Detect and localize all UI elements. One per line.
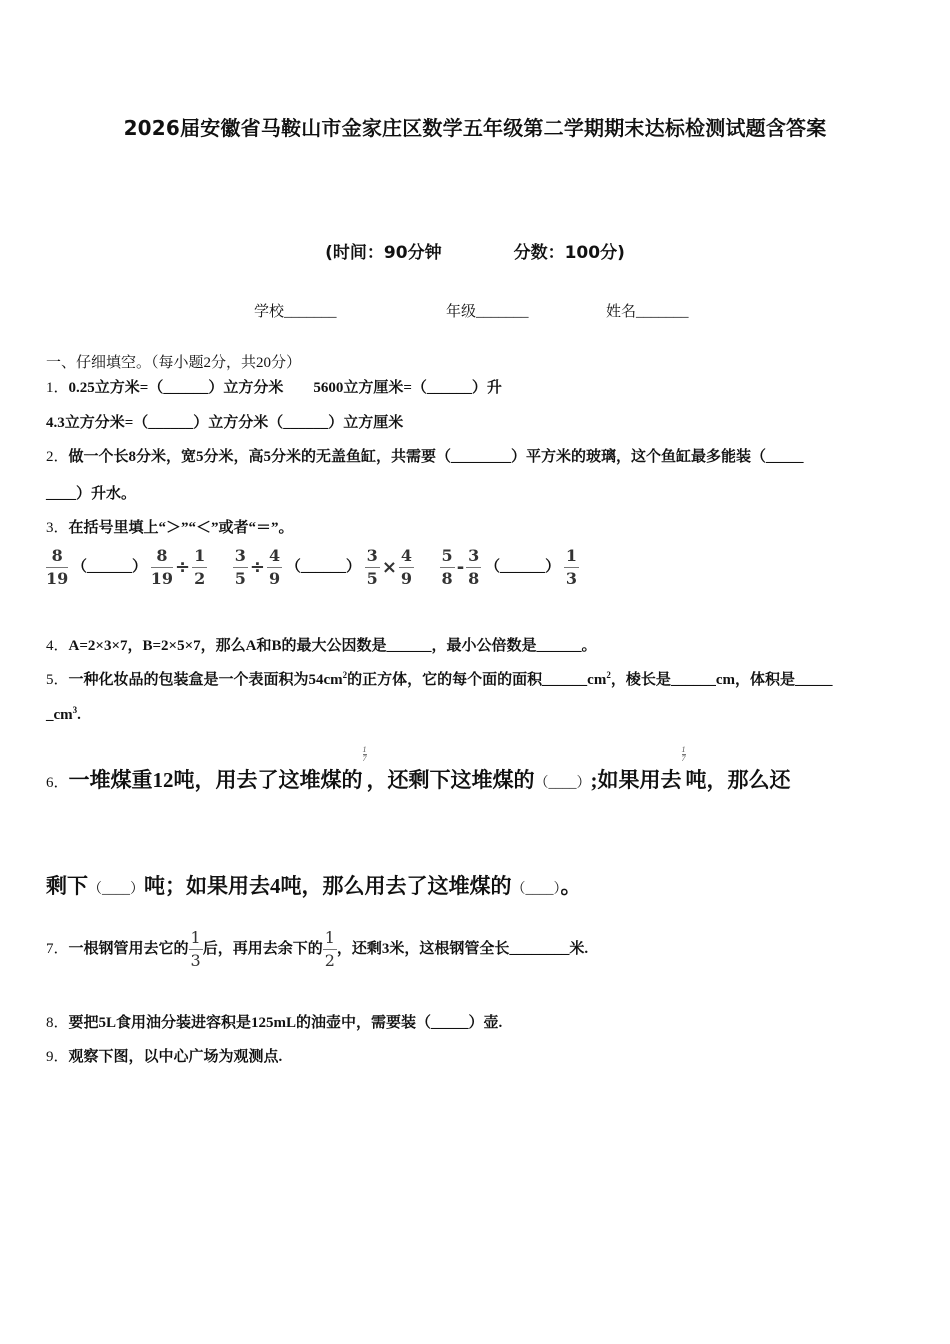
fraction: $\frac{1}{7}$ [681,745,686,763]
question-1 [46,376,502,397]
q6-text: 剩下 [46,874,88,898]
q2-text: 做一个长8分米，宽5分米，高5分米的无盖鱼缸，共需要（________）平方米的玻璃，这个鱼缸最多能装（_____ [68,449,804,465]
answer-blank[interactable]: （______） [72,558,148,575]
question-1-line2: 4.3立方分米=（______）立方分米（______）立方厘米 [46,415,404,431]
question-number: 6． [46,775,69,791]
fraction: $\frac{3}{5}$ [366,546,378,588]
multiply-sign: × [381,557,397,578]
q6-text: ，还剩下这堆煤的 [366,768,535,792]
fraction: $\frac{1}{3}$ [565,546,577,588]
q5-text: 的正方体，它的每个面的面积______cm [347,672,607,688]
fraction: $\frac{1}{2}$ [194,546,206,588]
question-4 [46,634,596,655]
q1-part-a: 0.25立方米=（______）立方分米 [68,380,284,396]
q5-text: . [77,707,81,723]
question-3 [46,516,294,537]
question-2 [46,445,804,466]
question-5 [46,668,832,689]
fraction: $\frac{4}{9}$ [269,546,281,588]
answer-blank[interactable]: （____） [511,882,561,897]
answer-blank[interactable]: （____） [88,882,144,897]
fraction: $\frac{1}{7}$ [362,745,367,763]
question-number: 8． [46,1015,69,1031]
question-5-line2 [46,705,81,724]
q8-text: 要把5L食用油分装进容积是125mL的油壶中，需要装（_____）壶. [68,1015,503,1031]
q7-text: 后，再用去余下的 [202,940,323,957]
fraction: $\frac{5}{8}$ [441,546,453,588]
question-number: 3． [46,520,69,536]
question-number: 1． [46,380,69,396]
divide-sign: ÷ [249,557,266,578]
q4-text: A=2×3×7，B=2×5×7，那么A和B的最大公因数是______，最小公倍数是______。 [68,638,597,654]
q9-text: 观察下图，以中心广场为观测点. [68,1049,283,1065]
question-number: 9． [46,1049,69,1065]
fraction: $\frac{4}{9}$ [400,546,413,588]
q6-text: 。 [560,874,582,898]
school-field[interactable]: 学校_______ [254,304,337,320]
page-title: 2026届安徽省马鞍山市金家庄区数学五年级第二学期期末达标检测试题含答案 [123,116,827,140]
superscript: 3 [72,705,78,715]
answer-blank[interactable]: （______） [485,558,561,575]
q5-text: ，棱长是______cm，体积是_____ [610,672,833,688]
question-number: 2． [46,449,69,465]
fraction: $\frac{1}{2}$ [324,928,335,970]
answer-blank[interactable]: （____） [534,776,591,791]
q3-comparisons [46,548,579,587]
question-number: 5． [46,672,69,688]
q5-text: _cm [46,707,73,723]
question-number: 7． [46,940,69,957]
q1-part-b: 5600立方厘米=（______）升 [313,380,502,396]
question-8 [46,1011,502,1032]
fraction: $\frac{1}{3}$ [190,928,201,970]
fraction: $\frac{3}{8}$ [468,546,480,588]
section-heading: 一、仔细填空。（每小题2分，共20分） [46,355,302,371]
question-2-line2: ____）升水。 [46,486,137,502]
exam-info [0,238,950,263]
question-9 [46,1045,282,1066]
q6-text: ;如果用去 [590,768,682,792]
question-number: 4． [46,638,69,654]
q5-text: 一种化妆品的包装盒是一个表面积为54cm [68,672,343,688]
fraction: $\frac{8}{19}$ [150,546,174,588]
answer-blank[interactable]: （______） [285,558,361,575]
grade-field[interactable]: 年级_______ [446,304,529,320]
q3-text: 在括号里填上“＞”“＜”或者“＝”。 [68,520,294,536]
minus-sign: - [456,557,465,578]
name-field[interactable]: 姓名_______ [606,304,689,320]
exam-score: 分数：100分) [513,243,625,263]
question-6-line2 [46,870,582,900]
question-6 [46,745,791,794]
q6-text: 吨；如果用去4吨，那么用去了这堆煤的 [144,874,512,898]
fraction: $\frac{3}{5}$ [234,546,246,588]
divide-sign: ÷ [175,557,191,578]
q6-text: 一堆煤重12吨，用去了这堆煤的 [68,768,363,792]
q7-text: 一根钢管用去它的 [68,940,189,957]
q7-text: ，还剩3米，这根钢管全长________米. [336,940,589,957]
q6-text: 吨，那么还 [685,768,791,792]
exam-time: (时间：90分钟 [325,243,442,263]
fraction: $\frac{8}{19}$ [46,546,69,588]
superscript: 2 [342,670,348,680]
question-7 [46,930,588,969]
superscript: 2 [606,670,611,680]
